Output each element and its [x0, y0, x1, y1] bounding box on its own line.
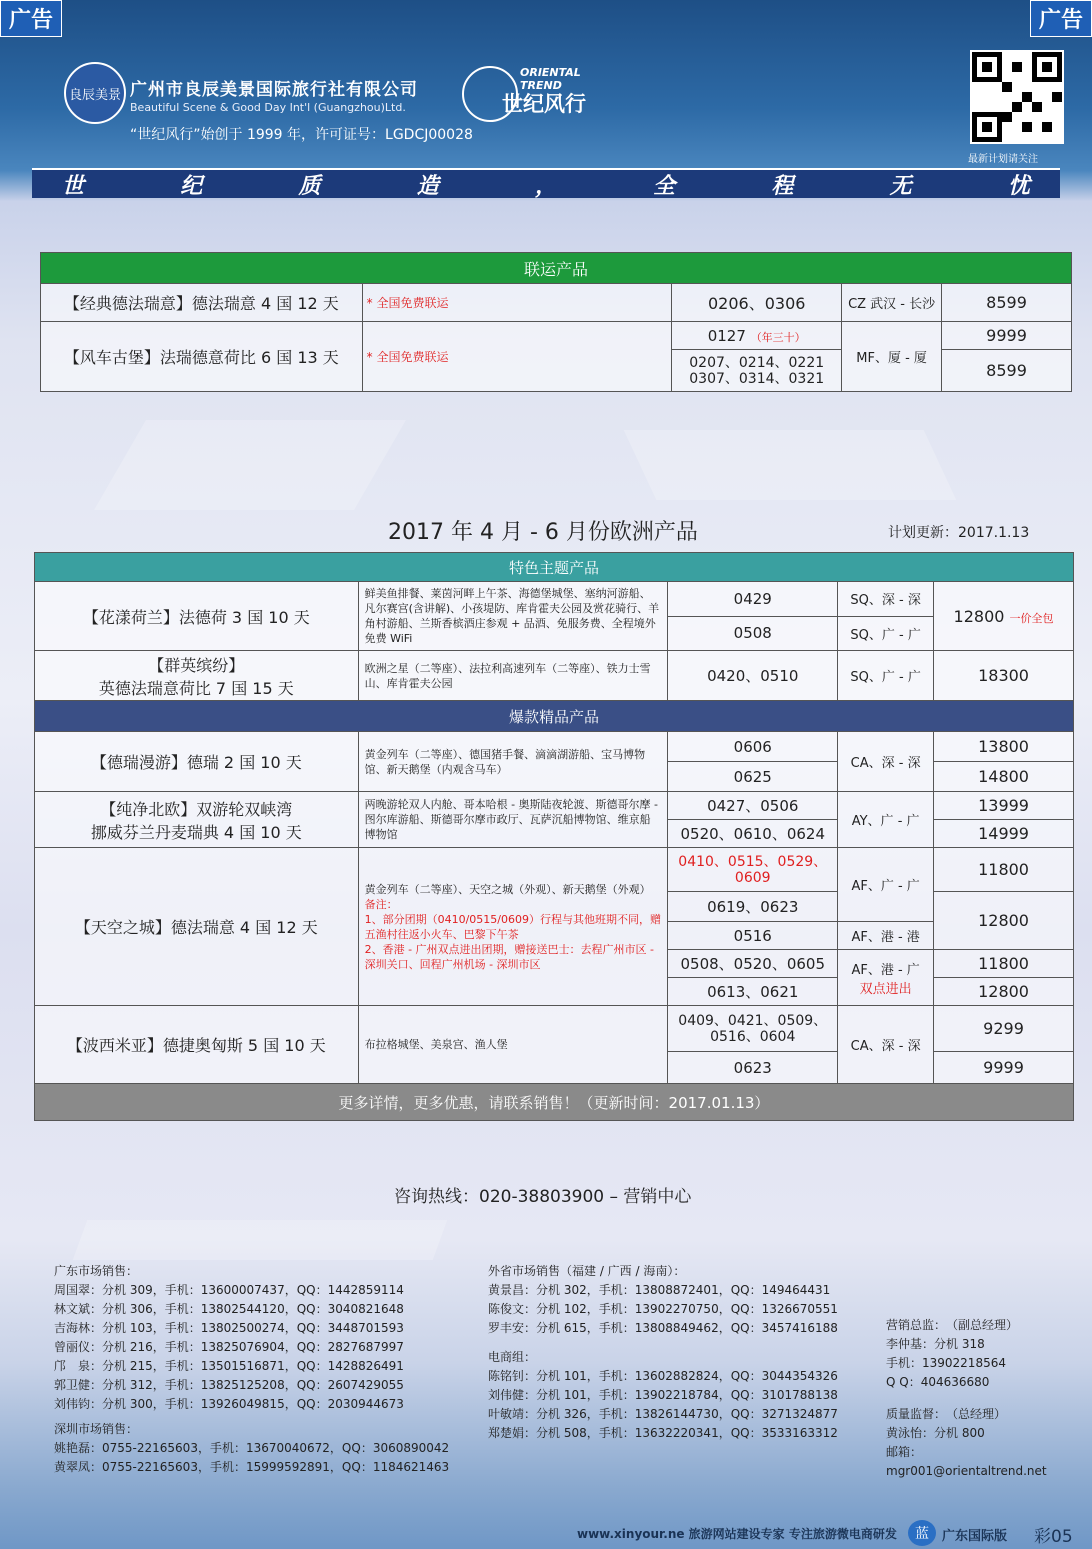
- footer-badge-icon: 蓝: [908, 1520, 936, 1546]
- product-desc: 两晚游轮双人内舱、哥本哈根 - 奥斯陆夜轮渡、斯德哥尔摩 - 图尔库游船、斯德哥尔摩市政厅、瓦萨沉船博物馆、维京船博物馆: [358, 792, 668, 848]
- hot-section-header: 爆款精品产品: [35, 701, 1074, 732]
- qr-code-icon[interactable]: [970, 50, 1064, 144]
- price: 12800: [934, 892, 1074, 950]
- departure-dates: 0606: [668, 732, 838, 762]
- route: SQ、深 - 深: [838, 582, 934, 617]
- contact-line: 叶敏靖：分机 326，手机：13826144730，QQ：3271324877: [488, 1407, 838, 1421]
- contact-line: 刘伟钧：分机 300，手机：13926049815，QQ：2030944673: [54, 1397, 404, 1411]
- route: AY、广 - 广: [838, 792, 934, 848]
- price: 14800: [934, 762, 1074, 792]
- contact-line: Q Q：404636680: [886, 1375, 990, 1389]
- joint-products-header: 联运产品: [41, 253, 1072, 284]
- contact-line: 邮箱：: [886, 1445, 923, 1459]
- route: MF、厦 - 厦: [842, 322, 942, 392]
- date-text: 0127: [707, 326, 746, 345]
- product-desc: [358, 848, 668, 1006]
- product-desc: 鲜美鱼排餐、莱茵河畔上午茶、海德堡城堡、塞纳河游船、凡尔赛宫(含讲解)、小孩堤防、库肯霍夫公园及赏花骑行、羊角村游船、兰斯香槟酒庄参观 + 品酒、免服务费、全程境外免费 WiFi: [358, 582, 668, 651]
- contact-line: 手机：13902218564: [886, 1356, 1006, 1370]
- departure-dates: 0619、0623: [668, 892, 838, 922]
- route: CZ 武汉 - 长沙: [842, 284, 942, 322]
- slogan-char: 程: [771, 173, 794, 199]
- contact-line: 黄泳怡：分机 800: [886, 1426, 985, 1440]
- product-name-line: 【纯净北欧】双游轮双峡湾: [100, 799, 293, 819]
- contact-line: 吉海林：分机 103，手机：13802500274，QQ：3448701593: [54, 1321, 404, 1335]
- contact-line: 郭卫健：分机 312，手机：13825125208，QQ：2607429055: [54, 1378, 404, 1392]
- contact-line: 姚艳磊：0755-22165603，手机：13670040672，QQ：3060890042: [54, 1441, 450, 1455]
- departure-dates: 0206、0306: [672, 284, 842, 322]
- departure-dates: 0623: [668, 1052, 838, 1084]
- route: AF、港 - 港: [838, 922, 934, 950]
- contacts-title: 电商组：: [488, 1350, 537, 1364]
- departure-dates: 0429: [668, 582, 838, 617]
- price: 9999: [934, 1052, 1074, 1084]
- departure-dates: 0516: [668, 922, 838, 950]
- contact-line: 陈俊文：分机 102，手机：13902270750，QQ：1326670551: [488, 1302, 838, 1316]
- contacts-title: 深圳市场销售：: [54, 1422, 139, 1436]
- departure-dates: 0409、0421、0509、0516、0604: [668, 1006, 838, 1052]
- table-footer-note: 更多详情，更多优惠，请联系销售！（更新时间：2017.01.13）: [35, 1084, 1074, 1121]
- brand-name-en: ORIENTAL TREND: [520, 66, 581, 92]
- product-name: 【花漾荷兰】法德荷 3 国 10 天: [35, 582, 359, 651]
- background-facet: [624, 430, 957, 500]
- contact-line: 郑楚娟：分机 508，手机：13632220341，QQ：3533163312: [488, 1426, 838, 1440]
- departure-dates: 0520、0610、0624: [668, 820, 838, 848]
- route-note: 双点进出: [859, 981, 912, 997]
- remark-label: 备注：: [364, 897, 398, 911]
- price: 18300: [934, 651, 1074, 701]
- route-text: AF、港 - 广: [851, 962, 920, 978]
- out-contacts: [488, 1262, 838, 1443]
- contact-line: 刘伟健：分机 101，手机：13902218784，QQ：3101788138: [488, 1388, 838, 1402]
- route: SQ、广 - 广: [838, 651, 934, 701]
- departure-dates: [672, 322, 842, 350]
- contact-line: 黄景昌：分机 302，手机：13808872401，QQ：149464431: [488, 1283, 831, 1297]
- product-name-line: 挪威芬兰丹麦瑞典 4 国 10 天: [90, 822, 302, 842]
- contact-line: 周国翠：分机 309，手机：13600007437，QQ：1442859114: [54, 1283, 404, 1297]
- background-facet: [94, 420, 406, 510]
- departure-dates: 0420、0510: [668, 651, 838, 701]
- route: CA、深 - 深: [838, 732, 934, 792]
- contact-email[interactable]: mgr001@orientaltrend.net: [886, 1464, 1047, 1478]
- europe-products-table: [34, 552, 1074, 1121]
- contacts-title: 广东市场销售：: [54, 1264, 139, 1278]
- contact-line: 邝 泉：分机 215，手机：13501516871，QQ：1428826491: [54, 1359, 404, 1373]
- ad-tag-right: 广告: [1030, 0, 1092, 37]
- qa-contacts: [886, 1405, 1047, 1481]
- route: AF、广 - 广: [838, 848, 934, 922]
- product-name-line: 【群英缤纷】: [148, 655, 245, 675]
- departure-dates: 0508: [668, 616, 838, 651]
- desc-text: 黄金列车（二等座）、天空之城（外观）、新天鹅堡（外观）: [364, 882, 651, 896]
- contacts-title: 营销总监： （副总经理）: [886, 1318, 1019, 1332]
- departure-dates: 0625: [668, 762, 838, 792]
- gd-contacts: [54, 1262, 449, 1477]
- company-logo: 良辰美景: [64, 62, 126, 124]
- europe-title: 2017 年 4 月 - 6 月份欧洲产品: [388, 520, 698, 545]
- footer-site: www.xinyour.ne 旅游网站建设专家 专注旅游微电商研发: [577, 1527, 897, 1541]
- slogan-char: 造: [416, 173, 439, 199]
- joint-products-table: [40, 252, 1072, 392]
- remark-item: 1、部分团期（0410/0515/0609）行程与其他班期不同，赠五渔村往返小火车、巴黎下午茶: [364, 912, 661, 941]
- price: 13999: [934, 792, 1074, 820]
- price: 9999: [942, 322, 1072, 350]
- brand-name-cn: 世纪风行: [502, 92, 586, 116]
- mkt-contacts: [886, 1316, 1018, 1392]
- price: 8599: [942, 350, 1072, 392]
- product-name-line: 英德法瑞意荷比 7 国 15 天: [98, 678, 294, 698]
- price: 12800: [934, 978, 1074, 1006]
- qr-note: 最新计划请关注: [968, 154, 1038, 165]
- product-name: [35, 651, 359, 701]
- product-desc: 欧洲之星（二等座）、法拉利高速列车（二等座）、铁力士雪山、库肯霍夫公园: [358, 651, 668, 701]
- slogan-bar: [32, 168, 1060, 198]
- price: 11800: [934, 950, 1074, 978]
- product-name: 【经典德法瑞意】德法瑞意 4 国 12 天: [41, 284, 363, 322]
- hotline[interactable]: 咨询热线：020-38803900 – 营销中心: [394, 1187, 692, 1207]
- product-note: * 全国免费联运: [362, 322, 672, 392]
- price: 11800: [934, 848, 1074, 892]
- date-note: （年三十）: [750, 330, 806, 344]
- page-number: 彩05: [1034, 1527, 1073, 1547]
- departure-dates: 0410、0515、0529、0609: [668, 848, 838, 892]
- route: CA、深 - 深: [838, 1006, 934, 1084]
- contact-line: 林文斌：分机 306，手机：13802544120，QQ：3040821648: [54, 1302, 404, 1316]
- company-name-en: Beautiful Scene & Good Day Int'l (Guangzhou)Ltd.: [130, 101, 406, 114]
- price-note: 一价全包: [1009, 611, 1054, 625]
- product-name: [35, 792, 359, 848]
- product-note: * 全国免费联运: [362, 284, 672, 322]
- contact-line: 李仲基：分机 318: [886, 1337, 985, 1351]
- departure-dates: 0613、0621: [668, 978, 838, 1006]
- product-name: 【天空之城】德法瑞意 4 国 12 天: [35, 848, 359, 1006]
- price: [934, 582, 1074, 651]
- europe-update: 计划更新：2017.1.13: [888, 525, 1030, 541]
- background-facet: [73, 1220, 448, 1260]
- product-name: 【德瑞漫游】德瑞 2 国 10 天: [35, 732, 359, 792]
- route: [838, 950, 934, 1006]
- contact-line: 黄翠凤：0755-22165603，手机：15999592891，QQ：1184621463: [54, 1460, 450, 1474]
- route: SQ、广 - 广: [838, 616, 934, 651]
- price: 8599: [942, 284, 1072, 322]
- price: 9299: [934, 1006, 1074, 1052]
- slogan-char: 忧: [1007, 173, 1030, 199]
- price-value: 12800: [953, 606, 1005, 626]
- contacts-title: 质量监督： （总经理）: [886, 1407, 1007, 1421]
- remark-item: 2、香港 - 广州双点进出团期，赠接送巴士：去程广州市区 - 深圳关口、回程广州机场 - 深圳市区: [364, 942, 655, 971]
- price: 13800: [934, 732, 1074, 762]
- slogan-char: 全: [653, 173, 676, 199]
- slogan-char: 质: [298, 173, 321, 199]
- company-name: 广州市良辰美景国际旅行社有限公司: [130, 80, 418, 100]
- contact-line: 罗丰安：分机 615，手机：13808849462，QQ：3457416188: [488, 1321, 838, 1335]
- slogan-char: ，: [534, 173, 557, 199]
- slogan-char: 纪: [180, 173, 203, 199]
- contact-line: 陈铭钊：分机 101，手机：13602882824，QQ：3044354326: [488, 1369, 838, 1383]
- brand-logo: [462, 66, 602, 118]
- license-note: “世纪风行”始创于 1999 年，许可证号：LGDCJ00028: [130, 127, 473, 143]
- price: 14999: [934, 820, 1074, 848]
- departure-dates: 0508、0520、0605: [668, 950, 838, 978]
- product-name: 【波西米亚】德捷奥匈斯 5 国 10 天: [35, 1006, 359, 1084]
- contact-line: 曾丽仪：分机 216，手机：13825076904，QQ：2827687997: [54, 1340, 404, 1354]
- feature-section-header: 特色主题产品: [35, 553, 1074, 582]
- product-desc: 黄金列车（二等座）、德国猪手餐、滴滴湖游船、宝马博物馆、新天鹅堡（内观含马车）: [358, 732, 668, 792]
- footer-edition: 广东国际版: [942, 1529, 1008, 1544]
- ad-tag-left: 广告: [0, 0, 62, 37]
- departure-dates: 0207、0214、0221 0307、0314、0321: [672, 350, 842, 392]
- product-name: 【风车古堡】法瑞德意荷比 6 国 13 天: [41, 322, 363, 392]
- slogan-char: 无: [889, 173, 912, 199]
- slogan-char: 世: [62, 173, 85, 199]
- departure-dates: 0427、0506: [668, 792, 838, 820]
- contacts-title: 外省市场销售（福建 / 广西 / 海南）：: [488, 1264, 686, 1278]
- product-desc: 布拉格城堡、美泉宫、渔人堡: [358, 1006, 668, 1084]
